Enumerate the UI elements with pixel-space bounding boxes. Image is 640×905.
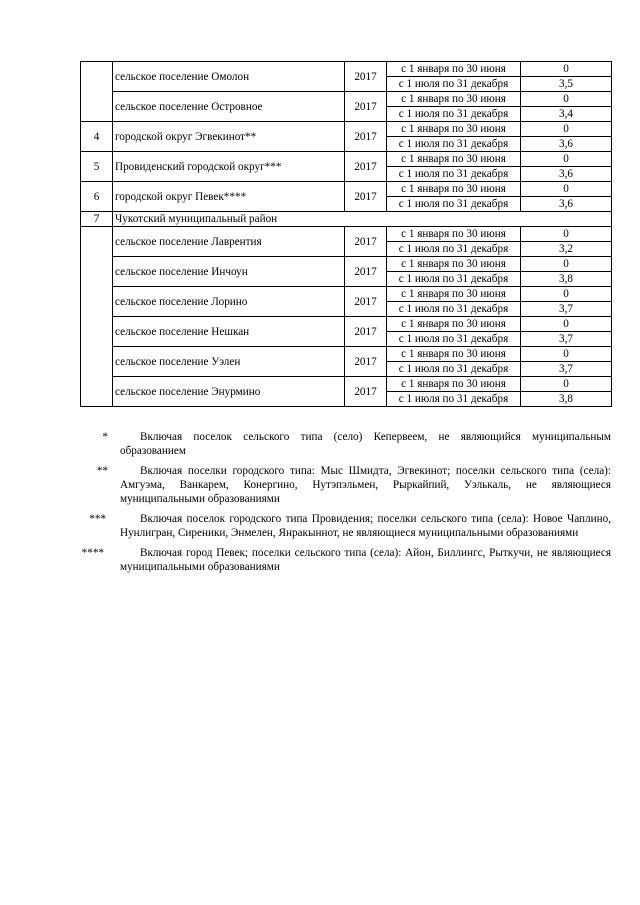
period-cell: с 1 января по 30 июня [387, 317, 521, 332]
value-cell: 0 [521, 317, 612, 332]
year-cell: 2017 [345, 257, 387, 287]
footnote-text: Включая город Певек; поселки сельского типа (села): Айон, Биллингс, Рыткучи, не являющиеся муниципальными образованиями [120, 547, 611, 573]
table-row [81, 257, 612, 272]
period-cell: с 1 июля по 31 декабря [387, 302, 521, 317]
footnote [80, 464, 611, 506]
municipality-name: сельское поселение Лаврентия [113, 227, 345, 257]
year-cell: 2017 [345, 317, 387, 347]
value-cell: 3,6 [521, 137, 612, 152]
municipality-name: Чукотский муниципальный район [113, 212, 612, 227]
value-cell: 3,7 [521, 362, 612, 377]
row-number [81, 227, 113, 407]
footnote [80, 430, 611, 458]
period-cell: с 1 января по 30 июня [387, 62, 521, 77]
period-cell: с 1 января по 30 июня [387, 92, 521, 107]
municipality-name: сельское поселение Нешкан [113, 317, 345, 347]
period-cell: с 1 января по 30 июня [387, 182, 521, 197]
row-number: 7 [81, 212, 113, 227]
table-row [81, 62, 612, 77]
period-cell: с 1 июля по 31 декабря [387, 272, 521, 287]
value-cell: 3,2 [521, 242, 612, 257]
value-cell: 3,7 [521, 332, 612, 347]
table-row [81, 377, 612, 392]
table-row [81, 122, 612, 137]
year-cell: 2017 [345, 122, 387, 152]
period-cell: с 1 июля по 31 декабря [387, 107, 521, 122]
table-row [81, 287, 612, 302]
table-row [81, 92, 612, 107]
municipality-name: сельское поселение Энурмино [113, 377, 345, 407]
municipality-name: Провиденский городской округ*** [113, 152, 345, 182]
tariff-table [80, 61, 612, 407]
period-cell: с 1 июля по 31 декабря [387, 77, 521, 92]
value-cell: 0 [521, 347, 612, 362]
value-cell: 0 [521, 257, 612, 272]
footnote-text: Включая поселки городского типа: Мыс Шмидта, Эгвекинот; поселки сельского типа (села): Амгуэма, Ванкарем, Конергино, Нутэпэльмен, Рыркайпий, Уэлькаль, не являющиеся муниципальными образованиями [120, 465, 611, 505]
table-row [81, 347, 612, 362]
year-cell: 2017 [345, 62, 387, 92]
value-cell: 3,6 [521, 197, 612, 212]
value-cell: 0 [521, 152, 612, 167]
period-cell: с 1 июля по 31 декабря [387, 242, 521, 257]
period-cell: с 1 июля по 31 декабря [387, 332, 521, 347]
year-cell: 2017 [345, 347, 387, 377]
municipality-name: городской округ Певек**** [113, 182, 345, 212]
footnote-mark: **** [81, 547, 104, 559]
value-cell: 3,8 [521, 272, 612, 287]
footnote [80, 546, 611, 574]
footnote-mark: * [102, 431, 108, 443]
value-cell: 0 [521, 287, 612, 302]
row-number: 5 [81, 152, 113, 182]
year-cell: 2017 [345, 377, 387, 407]
table-body [81, 62, 612, 407]
table-row [81, 317, 612, 332]
value-cell: 0 [521, 182, 612, 197]
value-cell: 0 [521, 62, 612, 77]
value-cell: 0 [521, 122, 612, 137]
footnotes [80, 430, 611, 580]
year-cell: 2017 [345, 182, 387, 212]
year-cell: 2017 [345, 92, 387, 122]
period-cell: с 1 июля по 31 декабря [387, 137, 521, 152]
municipality-name: сельское поселение Инчоун [113, 257, 345, 287]
value-cell: 0 [521, 227, 612, 242]
period-cell: с 1 января по 30 июня [387, 257, 521, 272]
footnote-mark: ** [96, 465, 108, 477]
period-cell: с 1 января по 30 июня [387, 377, 521, 392]
value-cell: 3,6 [521, 167, 612, 182]
table-row [81, 212, 612, 227]
footnote-text: Включая поселок городского типа Провидения; поселки сельского типа (села): Новое Чаплино, Нунлигран, Сиреники, Энмелен, Янракыннот, не являющиеся муниципальными образованиями [120, 513, 611, 539]
table-row [81, 182, 612, 197]
value-cell: 3,7 [521, 302, 612, 317]
municipality-name: городской округ Эгвекинот** [113, 122, 345, 152]
period-cell: с 1 января по 30 июня [387, 152, 521, 167]
year-cell: 2017 [345, 287, 387, 317]
value-cell: 3,5 [521, 77, 612, 92]
period-cell: с 1 января по 30 июня [387, 227, 521, 242]
municipality-name: сельское поселение Островное [113, 92, 345, 122]
table-row [81, 152, 612, 167]
row-number [81, 62, 113, 122]
row-number: 6 [81, 182, 113, 212]
value-cell: 0 [521, 92, 612, 107]
period-cell: с 1 июля по 31 декабря [387, 362, 521, 377]
value-cell: 3,8 [521, 392, 612, 407]
value-cell: 3,4 [521, 107, 612, 122]
footnote-mark: *** [89, 513, 106, 525]
year-cell: 2017 [345, 152, 387, 182]
footnote [80, 512, 611, 540]
period-cell: с 1 июля по 31 декабря [387, 197, 521, 212]
year-cell: 2017 [345, 227, 387, 257]
row-number: 4 [81, 122, 113, 152]
municipality-name: сельское поселение Уэлен [113, 347, 345, 377]
footnote-text: Включая поселок сельского типа (село) Кепервеем, не являющийся муниципальным образованием [120, 431, 611, 457]
municipality-name: сельское поселение Лорино [113, 287, 345, 317]
period-cell: с 1 января по 30 июня [387, 122, 521, 137]
period-cell: с 1 июля по 31 декабря [387, 167, 521, 182]
value-cell: 0 [521, 377, 612, 392]
table-row [81, 227, 612, 242]
period-cell: с 1 января по 30 июня [387, 287, 521, 302]
municipality-name: сельское поселение Омолон [113, 62, 345, 92]
period-cell: с 1 июля по 31 декабря [387, 392, 521, 407]
period-cell: с 1 января по 30 июня [387, 347, 521, 362]
